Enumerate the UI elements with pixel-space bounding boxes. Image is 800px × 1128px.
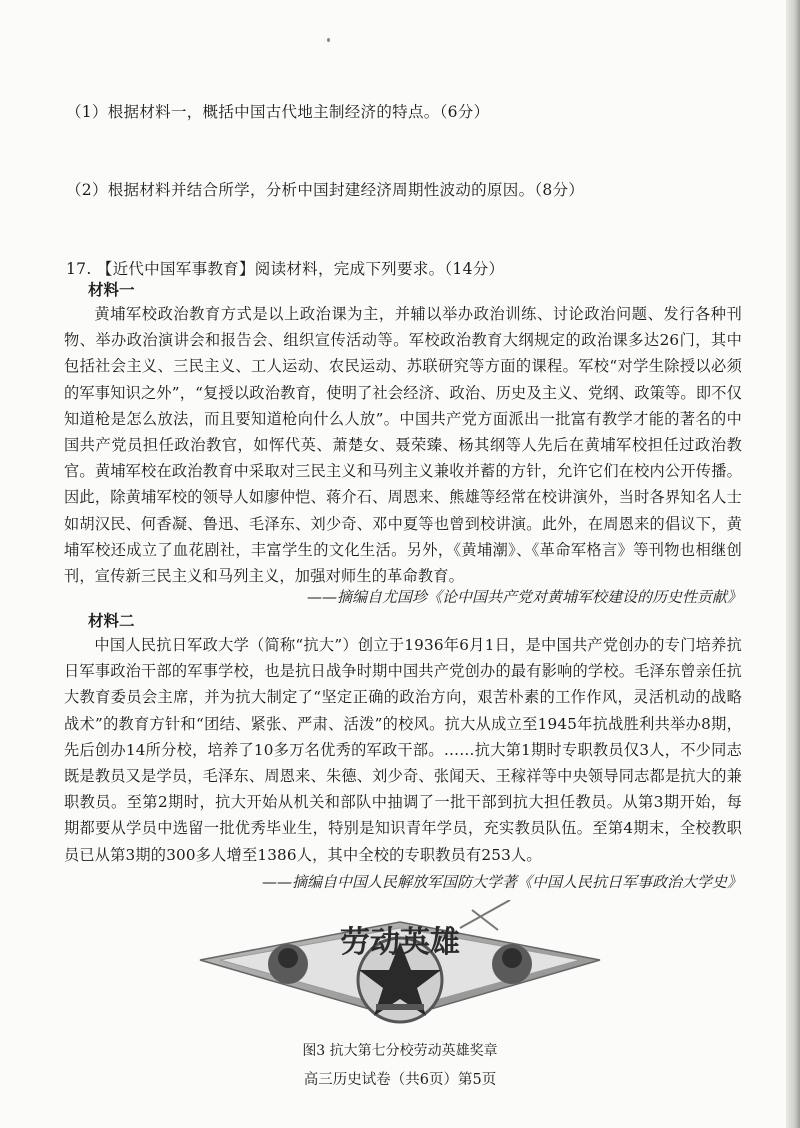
question-17: 17. 【近代中国军事教育】阅读材料，完成下列要求。（14分） — [66, 260, 505, 278]
medal-image — [180, 900, 620, 1040]
material-1-source: ——摘编自尤国珍《论中国共产党对黄埔军校建设的历史性贡献》 — [306, 588, 742, 606]
question-2: （2）根据材料并结合所学，分析中国封建经济周期性波动的原因。（8分） — [66, 181, 585, 199]
material-2-text: 中国人民抗日军政大学（简称“抗大”）创立于1936年6月1日，是中国共产党创办的专门培养抗日军事政治干部的军事学校，也是抗日战争时期中国共产党创办的最有影响的学校。毛泽东曾亲任抗大教育委员会主席，并为抗大制定了“坚定正确的政治方向，艰苦朴素的工作作风，灵活机动的战略战术”的教育方针和“团结、紧张、严肃、活泼”的校风。抗大从成立至1945年抗战胜利共举办8期，先后创办14所分校，培养了10多万名优秀的军政干部。……抗大第1期时专职教员仅3人，不少同志既是教员又是学员，毛泽东、周恩来、朱德、刘少奇、张闻天、王稼祥等中央领导同志都是抗大的兼职教员。至第2期时，抗大开始从机关和部队中抽调了一批干部到抗大担任教员。从第3期开始，每期都要从学员中选留一批优秀毕业生，特别是知识青年学员，充实教员队伍。至第4期末，全校教职员已从第3期的300多人增至1386人，其中全校的专职教员有253人。 — [64, 636, 742, 864]
material-1-title: 材料一 — [88, 280, 135, 299]
page-edge — [786, 0, 800, 1128]
figure-caption: 图3 抗大第七分校劳动英雄奖章 — [302, 1043, 498, 1059]
page-footer: 高三历史试卷（共6页）第5页 — [303, 1072, 497, 1088]
material-2-source: ——摘编自中国人民解放军国防大学著《中国人民抗日军事政治大学史》 — [261, 873, 742, 891]
scan-speck — [327, 38, 330, 42]
material-2-title: 材料二 — [88, 611, 135, 630]
medal-inscription: 劳动英雄 — [340, 925, 460, 960]
question-1: （1）根据材料一，概括中国古代地主制经济的特点。（6分） — [66, 103, 490, 121]
material-1-text: 黄埔军校政治教育方式是以上政治课为主，并辅以举办政治训练、讨论政治问题、发行各种刊物、举办政治演讲会和报告会、组织宣传活动等。军校政治教育大纲规定的政治课多达26门，其中包括社会主义、三民主义、工人运动、农民运动、苏联研究等方面的课程。军校“对学生除授以必须的军事知识之外”，“复授以政治教育，使明了社会经济、政治、历史及主义、党纲、政策等。即不仅知道枪是怎么放法，而且要知道枪向什么人放”。中国共产党方面派出一批富有教学才能的著名的中国共产党员担任政治教官，如恽代英、萧楚女、聂荣臻、杨其纲等人先后在黄埔军校担任过政治教官。黄埔军校在政治教育中采取对三民主义和马列主义兼收并蓄的方针，允许它们在校内公开传播。因此，除黄埔军校的领导人如廖仲恺、蒋介石、周恩来、熊雄等经常在校讲演外，当时各界知名人士如胡汉民、何香凝、鲁迅、毛泽东、刘少奇、邓中夏等也曾到校讲演。此外，在周恩来的倡议下，黄埔军校还成立了血花剧社，丰富学生的文化生活。另外，《黄埔潮》、《革命军格言》等刊物也相继创刊，宣传新三民主义和马列主义，加强对师生的革命教育。 — [64, 305, 742, 586]
labor-hero-medal-figure — [180, 900, 620, 1040]
